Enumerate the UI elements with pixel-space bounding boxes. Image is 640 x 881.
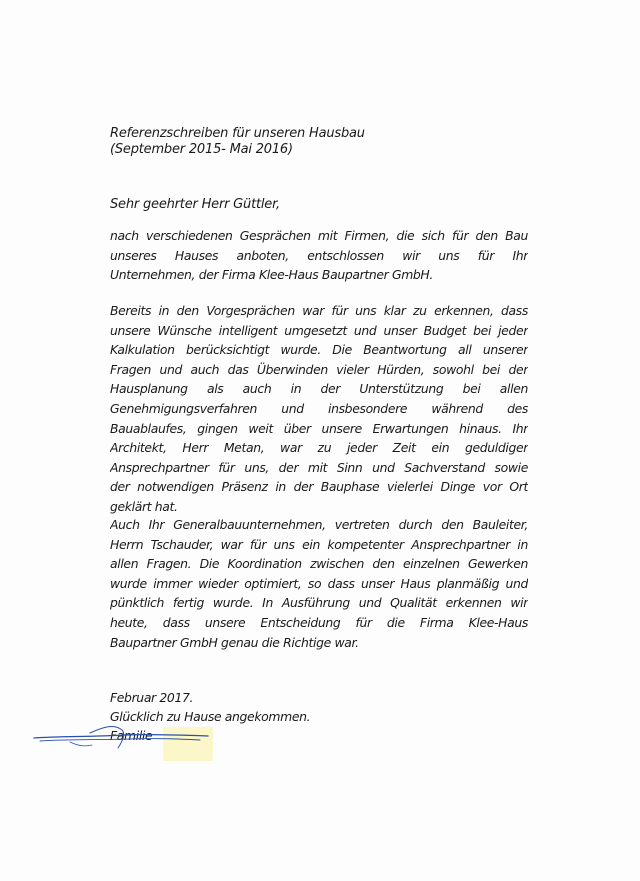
text-line: Herrn Tschauder, war für uns ein kompetenter Ansprechpartner in	[110, 536, 528, 552]
closing-line: Glücklich zu Hause angekommen.	[110, 709, 311, 724]
letter-heading	[110, 126, 550, 158]
text-line: unseres Hauses anboten, entschlossen wir uns für Ihr	[110, 247, 528, 263]
letter-date: Februar 2017.	[110, 690, 194, 705]
text-line: wurde immer wieder optimiert, so dass unser Haus planmäßig und	[110, 575, 528, 591]
text-line: Bereits in den Vorgesprächen war für uns klar zu erkennen, dass	[110, 303, 528, 318]
letter-title: Referenzschreiben für unseren Hausbau	[110, 126, 365, 141]
text-line: unsere Wünsche intelligent umgesetzt und unser Budget bei jeder	[110, 322, 528, 338]
text-line: Hausplanung als auch in der Unterstützung bei allen	[110, 381, 528, 397]
text-line: der notwendigen Präsenz in der Bauphase vielerlei Dinge vor Ort	[110, 479, 528, 495]
letter-period: (September 2015- Mai 2016)	[110, 142, 293, 157]
text-line: Auch Ihr Generalbauunternehmen, vertreten durch den Bauleiter,	[110, 517, 528, 532]
text-line: heute, dass unsere Entscheidung für die Firma Klee-Haus	[110, 614, 528, 630]
text-line: Architekt, Herr Metan, war zu jeder Zeit ein geduldiger	[110, 440, 528, 456]
text-line: Fragen und auch das Überwinden vieler Hürden, sowohl bei der	[110, 361, 528, 377]
family-label: Familie	[110, 728, 153, 743]
text-line: Bauablaufes, gingen weit über unsere Erwartungen hinaus. Ihr	[110, 420, 528, 436]
salutation: Sehr geehrter Herr Güttler,	[110, 197, 280, 212]
text-line: pünktlich fertig wurde. In Ausführung und Qualität erkennen wir	[110, 595, 528, 611]
signature-scribble	[30, 718, 240, 758]
paragraph-1	[110, 226, 528, 285]
paragraph-2	[110, 301, 528, 517]
text-line: geklärt hat.	[110, 498, 178, 514]
paragraph-3	[110, 515, 528, 652]
text-line: allen Fragen. Die Koordination zwischen den einzelnen Gewerken	[110, 556, 528, 572]
text-line: Kalkulation berücksichtigt wurde. Die Beantwortung all unserer	[110, 342, 528, 358]
text-line: Baupartner GmbH genau die Richtige war.	[110, 634, 359, 650]
text-line: Genehmigungsverfahren und insbesondere während des	[110, 400, 528, 416]
text-line: Unternehmen, der Firma Klee-Haus Baupartner GmbH.	[110, 267, 433, 283]
text-line: Ansprechpartner für uns, der mit Sinn und Sachverstand sowie	[110, 459, 528, 475]
text-line: nach verschiedenen Gesprächen mit Firmen, die sich für den Bau	[110, 228, 528, 243]
